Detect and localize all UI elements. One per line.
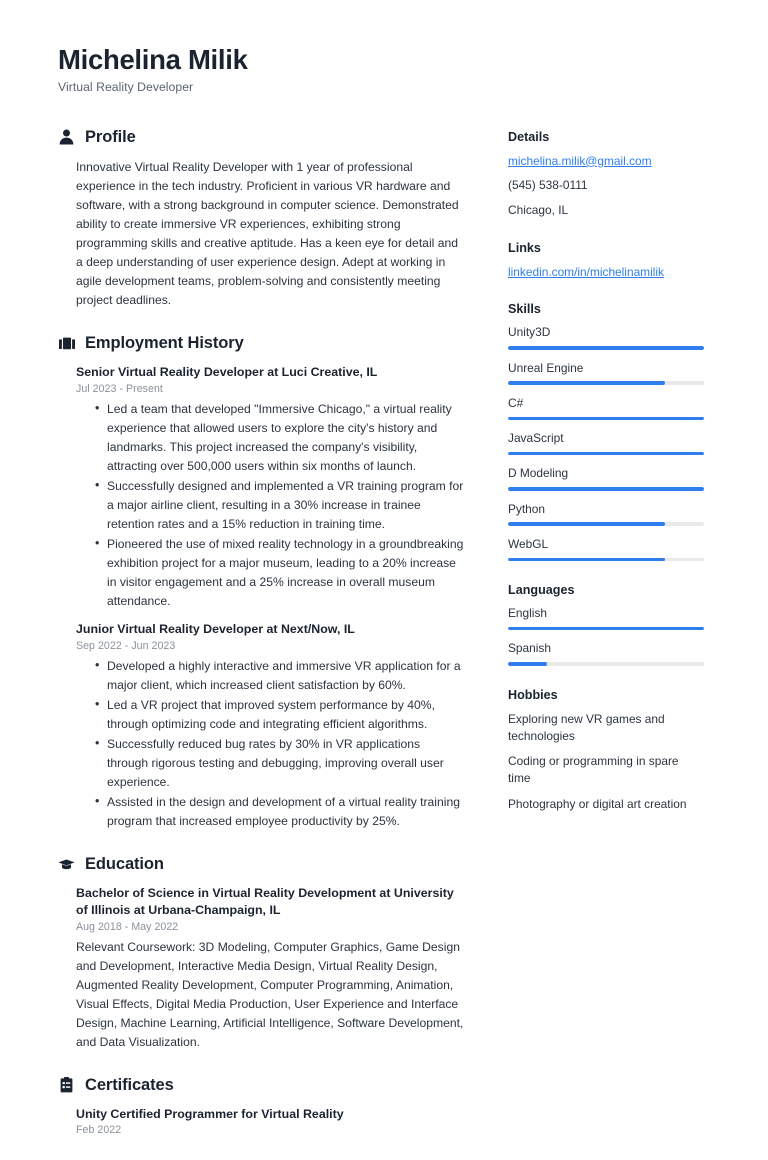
language-bar-track — [508, 627, 704, 630]
location-value: Chicago, IL — [508, 202, 569, 217]
section-profile — [58, 128, 464, 310]
skill-label: C# — [508, 395, 524, 410]
employment-entry — [58, 364, 464, 611]
list-item: • Led a team that developed "Immersive Chicago," a virtual reality experience that allowed users to explore the city's history and landmarks. This project increased the company's visibility, attracting over 500,000 users within six months of launch. — [107, 400, 464, 476]
skill-bar-track — [508, 452, 704, 455]
hobby-item: Exploring new VR games and technologies — [508, 711, 665, 743]
section-certificates-header — [58, 1076, 464, 1095]
language-bar-fill — [508, 662, 547, 665]
clipboard-icon — [58, 1076, 75, 1094]
employment-entry-title: Senior Virtual Reality Developer at Luci Creative, IL — [76, 364, 378, 379]
employment-entry-bullets — [76, 400, 464, 611]
skill-bar-fill — [508, 381, 665, 384]
language-label: English — [508, 606, 547, 621]
skill-bar-fill — [508, 522, 665, 525]
sidebar-languages — [508, 583, 704, 666]
resume-header — [58, 44, 724, 94]
email-link[interactable]: michelina.milik@gmail.com — [508, 153, 652, 168]
skill-bar-track — [508, 487, 704, 490]
section-employment-header — [58, 334, 464, 353]
skill-bar-fill — [508, 452, 704, 455]
list-item: • Pioneered the use of mixed reality technology in a groundbreaking exhibition project for a major museum, leading to a 20% increase in visitor engagement and a 25% increase in overall museum attendance. — [107, 535, 464, 611]
list-item: • Assisted in the design and development of a virtual reality training program that increased employee productivity by 25%. — [107, 793, 464, 831]
skill-row — [508, 361, 704, 385]
skill-row — [508, 325, 704, 349]
skill-label: JavaScript — [508, 431, 564, 446]
sidebar-details-title: Details — [508, 129, 550, 144]
sidebar-hobbies-title: Hobbies — [508, 687, 558, 702]
sidebar-languages-title: Languages — [508, 583, 575, 598]
skill-bar-track — [508, 522, 704, 525]
skill-row — [508, 537, 704, 561]
linkedin-link[interactable]: linkedin.com/in/michelinamilik — [508, 264, 664, 279]
list-item: • Successfully reduced bug rates by 30% in VR applications through rigorous testing and debugging, improving overall user experience. — [107, 735, 464, 792]
candidate-name: Michelina Milik — [58, 44, 248, 75]
section-profile-header — [58, 128, 464, 147]
language-label: Spanish — [508, 641, 551, 656]
link-row — [508, 264, 704, 281]
sidebar-links-title: Links — [508, 240, 541, 255]
resume-columns — [58, 128, 724, 1160]
section-employment — [58, 334, 464, 831]
skill-label: Unreal Engine — [508, 360, 584, 375]
section-certificates-title: Certificates — [85, 1075, 174, 1094]
certificate-entry — [58, 1106, 464, 1137]
skill-bar-fill — [508, 417, 704, 420]
profile-text: Innovative Virtual Reality Developer with 1 year of professional experience in the tech industry. Proficient in various VR hardware and software, with a strong background in computer science. Demonstrated ability to create immersive VR experiences, exhibiting strong programming skills and creative aptitude. Has a keen eye for detail and a deep understanding of user experience design. Adept at working in agile development teams, problem-solving and consistently meeting project deadlines. — [76, 159, 459, 307]
email-row — [508, 153, 704, 170]
skill-row — [508, 431, 704, 455]
language-row — [508, 641, 704, 665]
language-bar-fill — [508, 627, 704, 630]
list-item: • Led a VR project that improved system performance by 40%, through optimizing code and integrating efficient algorithms. — [107, 696, 464, 734]
section-education-header — [58, 855, 464, 874]
education-entry-description: Relevant Coursework: 3D Modeling, Computer Graphics, Game Design and Development, Interactive Media Design, Virtual Reality Design, Augmented Reality Development, Computer Programming, Animation, Visual Effects, Digital Media Production, User Experience and Interface Design, Machine Learning, Artificial Intelligence, Software Development, and Data Visualization. — [76, 939, 464, 1049]
person-icon — [58, 128, 75, 146]
candidate-job-title: Virtual Reality Developer — [58, 79, 194, 94]
section-profile-title: Profile — [85, 127, 136, 146]
skill-bar-track — [508, 558, 704, 561]
phone-value: (545) 538-0111 — [508, 178, 588, 193]
sidebar-column — [508, 128, 704, 836]
skill-label: Python — [508, 501, 546, 516]
employment-entry-bullets — [76, 657, 464, 831]
sidebar-hobbies — [508, 688, 704, 814]
skill-bar-track — [508, 381, 704, 384]
employment-entry-date: Sep 2022 - Jun 2023 — [76, 639, 176, 652]
employment-entry-date: Jul 2023 - Present — [76, 382, 163, 395]
section-education-title: Education — [85, 854, 164, 873]
skill-bar-fill — [508, 487, 704, 490]
employment-entry — [58, 621, 464, 831]
skill-bar-fill — [508, 346, 704, 349]
language-bar-track — [508, 662, 704, 665]
skill-label: Unity3D — [508, 325, 551, 340]
skill-bar-track — [508, 417, 704, 420]
skill-row — [508, 502, 704, 526]
certificate-entry-title: Unity Certified Programmer for Virtual Reality — [76, 1106, 344, 1121]
list-item: • Successfully designed and implemented a VR training program for a major airline client, resulting in a 30% increase in trainee retention rates and a 15% reduction in training time. — [107, 477, 464, 534]
sidebar-skills — [508, 302, 704, 561]
section-certificates — [58, 1076, 464, 1137]
sidebar-links — [508, 241, 704, 281]
education-entry-title: Bachelor of Science in Virtual Reality Development at University of Illinois at Urbana-Champaign, IL — [76, 885, 454, 917]
skill-bar-fill — [508, 558, 665, 561]
sidebar-skills-title: Skills — [508, 302, 541, 317]
graduation-cap-icon — [58, 855, 75, 873]
skill-label: WebGL — [508, 536, 549, 551]
briefcase-icon — [58, 334, 75, 352]
certificate-entry-date: Feb 2022 — [76, 1124, 122, 1137]
section-employment-title: Employment History — [85, 333, 244, 352]
skill-row — [508, 396, 704, 420]
hobby-item: Coding or programming in spare time — [508, 754, 679, 786]
education-entry — [58, 885, 464, 1052]
list-item: • Developed a highly interactive and immersive VR application for a major client, which increased client satisfaction by 60%. — [107, 657, 464, 695]
main-column — [58, 128, 486, 1160]
skill-row — [508, 466, 704, 490]
skill-label: D Modeling — [508, 466, 569, 481]
section-education — [58, 855, 464, 1052]
skill-bar-track — [508, 346, 704, 349]
sidebar-details — [508, 130, 704, 219]
employment-entry-title: Junior Virtual Reality Developer at Next/Now, IL — [76, 621, 355, 636]
hobby-item: Photography or digital art creation — [508, 797, 687, 812]
language-row — [508, 606, 704, 630]
education-entry-date: Aug 2018 - May 2022 — [76, 920, 179, 933]
